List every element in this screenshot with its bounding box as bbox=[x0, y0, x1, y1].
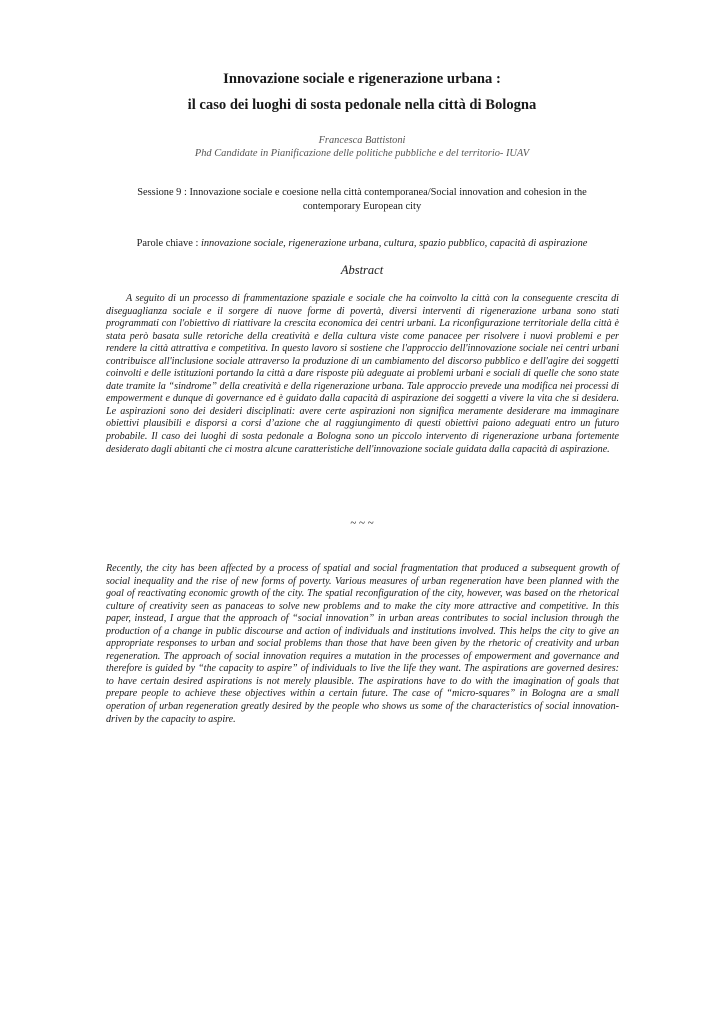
paper-title-line-1: Innovazione sociale e rigenerazione urbana : bbox=[223, 71, 501, 87]
section-separator: ~ ~ ~ bbox=[350, 517, 374, 529]
session-info: Sessione 9 : Innovazione sociale e coesione nella città contemporanea/Social innovation and cohesion in the contemporary European city bbox=[137, 187, 587, 212]
keywords-line bbox=[60, 237, 664, 251]
paper-title-line-2: il caso dei luoghi di sosta pedonale nella città di Bologna bbox=[187, 97, 537, 113]
keywords-label: Parole chiave : bbox=[136, 238, 201, 249]
abstract-italian-paragraph: A seguito di un processo di frammentazione spaziale e sociale che ha coinvolto la città con la conseguente crescita di diseguaglianza sociale e il sorgere di nuove forme di povertà, diversi interventi di rigenerazione urbana sono stati programmati con l'obiettivo di riattivare la crescita economica dei centri urbani. La riconfigurazione territoriale della città è stata però basata sulle retoriche della creatività e della cultura viste come panacee per risolvere i nuovi problemi e per rendere la città attrattiva e competitiva. In questo lavoro si sostiene che l'approccio dell'innovazione sociale nei centri urbani contribuisce all'inclusione sociale attraverso la produzione di un cambiamento del discorso pubblico e dell'agire dei soggetti coinvolti e delle istituzioni portando la città a dare risposte più adeguate ai problemi urbani e sociali di quelle che sono state date tramite la “sindrome” della creatività e della rigenerazione urbana. Tale approccio prevede una modifica nei processi di empowerment e dunque di governance ed è guidato dalla capacità di aspirazione dei soggetti a vivere la vita che si desidera. Le aspirazioni sono dei desideri disciplinati: avere certe aspirazioni non significa meramente desiderare ma immaginare obiettivi plausibili e disporsi a corsi d’azione che al raggiungimento di questi obiettivi paiono adeguati entro un futuro probabile. Il caso dei luoghi di sosta pedonale a Bologna sono un piccolo intervento di rigenerazione urbana fortemente desiderato dagli abitanti che ci mostra alcune caratteristiche dell'innovazione sociale guidata dalla capacità di aspirazione. bbox=[106, 293, 619, 455]
abstract-english-paragraph: Recently, the city has been affected by a process of spatial and social fragmentation that produced a subsequent growth of social inequality and the rise of new forms of poverty. Various measures of urban regeneration have been planned with the goal of reactivating economic growth of the city. The spatial reconfiguration of the city, however, was based on the rhetorical culture of creativity seen as panaceas to solve new problems and to make the city more attractive and competitive. In this paper, instead, I argue that the approach of “social innovation” in urban areas contributes to social inclusion through the production of a change in public discourse and action of individuals and institutions involved. This helps the city to give an appropriate responses to urban and social problems than those that have been given by the rhetoric of creativity and urban regeneration. The approach of social innovation requires a mutation in the processes of empowerment and governance and therefore is guided by “the capacity to aspire” of individuals to live the life they want. The aspirations are governed desires: to have certain desired aspirations is not merely plausible. The aspirations have to do with the imagination of goals that prepare people to achieve these objectives within a certain future. The case of “micro-squares” in Bologna are a small operation of urban regeneration greatly desired by the people who shows us some of the characteristics of social innovation-driven by the capacity to aspire. bbox=[106, 563, 619, 725]
author-affiliation: Phd Candidate in Pianificazione delle politiche pubbliche e del territorio- IUAV bbox=[194, 148, 530, 159]
keywords-values: innovazione sociale, rigenerazione urbana, cultura, spazio pubblico, capacità di aspirazione bbox=[200, 238, 588, 249]
author-name: Francesca Battistoni bbox=[318, 135, 406, 146]
abstract-heading: Abstract bbox=[340, 263, 384, 277]
